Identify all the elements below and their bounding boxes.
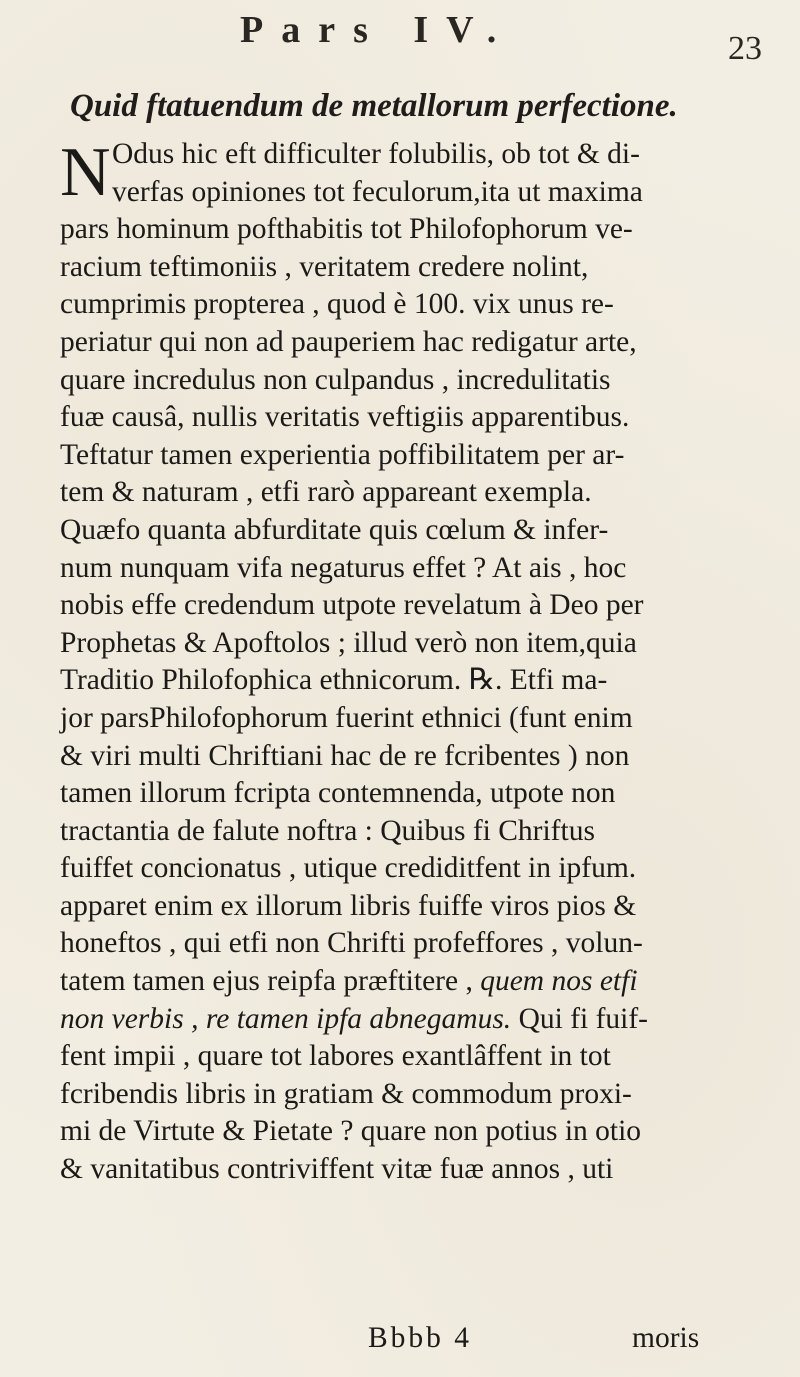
text-line: verfas opiniones tot feculorum,ita ut maxima [112, 175, 643, 208]
text-line: apparet enim ex illorum libris fuiffe viros pios & [60, 889, 637, 922]
text-segment: tatem tamen ejus reipfa præftitere , [60, 965, 481, 998]
text-line: fuiffet concionatus , utique crediditfent in ipfum. [60, 852, 637, 885]
catchword: moris [632, 1322, 700, 1354]
text-line: Teftatur tamen experientia poffibilitatem per ar- [60, 438, 625, 471]
text-line: Odus hic eft difficulter folubilis, ob tot & di- [112, 138, 640, 170]
text-line: tamen illorum fcripta contemnenda, utpote non [60, 777, 616, 810]
text-line: num nunquam vifa negaturus effet ? At ais , hoc [60, 551, 627, 584]
text-line: racium teftimoniis , veritatem credere nolint, [60, 250, 589, 283]
text-line: quare incredulus non culpandus , incredulitatis [60, 363, 611, 396]
drop-capital: N [60, 134, 111, 211]
text-line: mi de Virtute & Pietate ? quare non potius in otio [60, 1115, 642, 1148]
text-line: tractantia de falute noftra : Quibus fi Chriftus [60, 814, 595, 847]
text-line: cumprimis propterea , quod è 100. vix unus re- [60, 288, 614, 321]
running-head: Pars IV. [240, 9, 515, 51]
text-line [60, 963, 775, 1001]
text-line: periatur qui non ad pauperiem hac redigatur arte, [60, 325, 637, 358]
text-line: tem & naturam , etfi rarò appareant exempla. [60, 476, 592, 509]
text-line: fcribendis libris in gratiam & commodum proxi- [60, 1077, 632, 1110]
text-line: & viri multi Chriftiani hac de re fcribentes ) non [60, 739, 630, 772]
page-number: 23 [728, 30, 762, 67]
text-segment: Qui fi fuif- [511, 1002, 648, 1035]
text-line: fent impii , quare tot labores exantlâffent in tot [60, 1040, 611, 1073]
text-line: Quæfo quanta abfurditate quis cœlum & infer- [60, 513, 609, 546]
text-line [60, 1001, 775, 1039]
text-line: Prophetas & Apoftolos ; illud verò non item,quia [60, 626, 637, 659]
signature-mark: Bbbb 4 [368, 1322, 473, 1354]
italic-quote: quem nos etfi [480, 965, 638, 998]
text-line: Traditio Philofophica ethnicorum. ℞. Etfi ma- [60, 664, 608, 697]
section-heading: Quid ftatuendum de metallorum perfectione. [70, 88, 678, 124]
text-line: nobis effe credendum utpote revelatum à Deo per [60, 589, 644, 622]
text-line: pars hominum pofthabitis tot Philofophorum ve- [60, 213, 633, 246]
text-line: honeftos , qui etfi non Chrifti profeffores , volun- [60, 927, 643, 960]
italic-quote: non verbis , re tamen ipfa abnegamus. [60, 1002, 512, 1035]
text-line: fuæ causâ, nullis veritatis veftigiis apparentibus. [60, 401, 630, 434]
text-line: jor parsPhilofophorum fuerint ethnici (funt enim [60, 701, 633, 734]
text-line: & vanitatibus contriviffent vitæ fuæ annos , uti [60, 1153, 614, 1186]
body-text [60, 136, 775, 1189]
